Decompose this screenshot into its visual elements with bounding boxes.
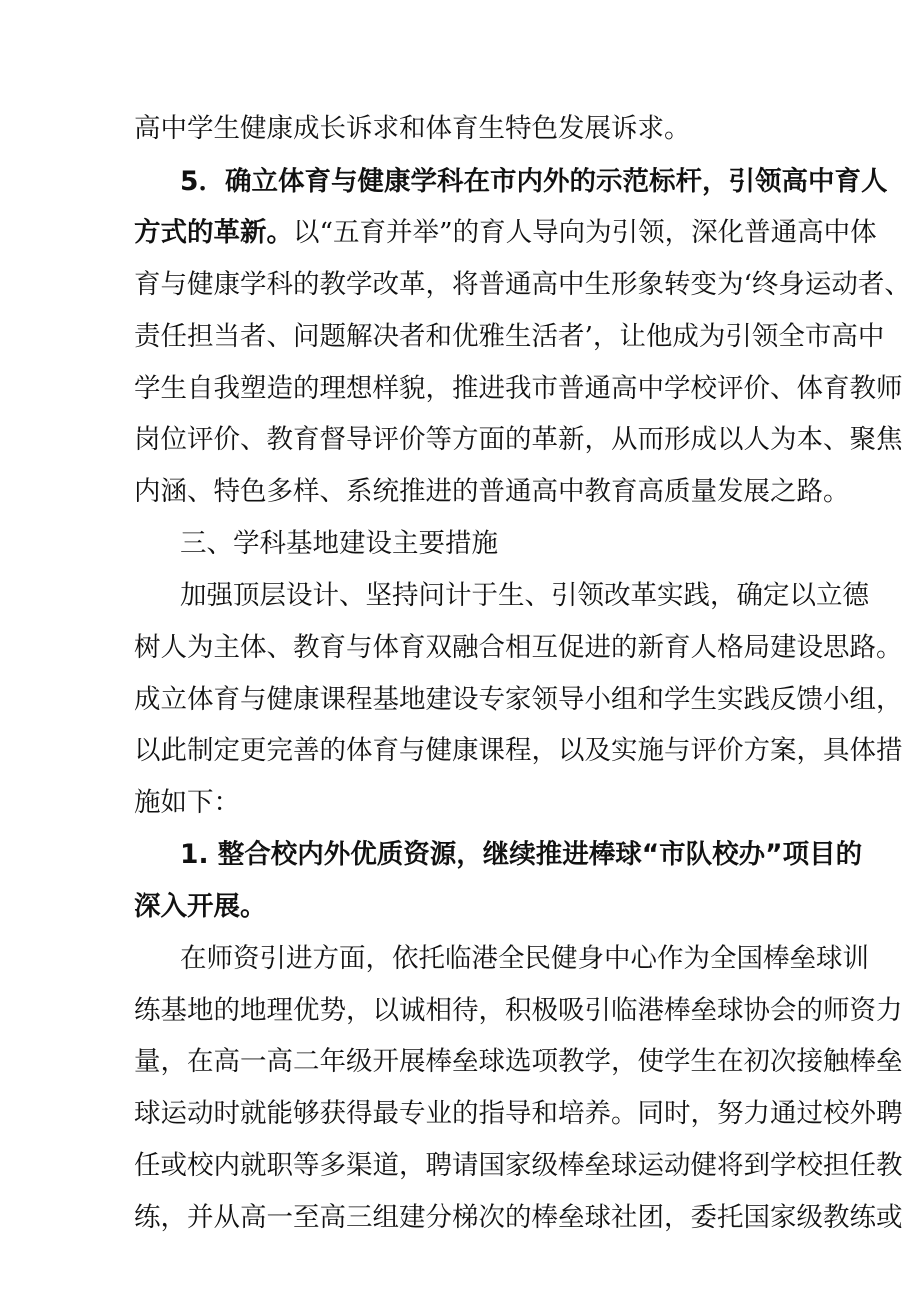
heading-text: 1. 整合校内外优质资源，继续推进棒球“市队校办”项目的 [180, 839, 863, 870]
text-line: 球运动时就能够获得最专业的指导和培养。同时，努力通过校外聘 [134, 1098, 903, 1129]
heading-text: 深入开展。 [134, 891, 267, 922]
text-line: 任或校内就职等多渠道，聘请国家级棒垒球运动健将到学校担任教 [134, 1150, 903, 1181]
text-line: 岗位评价、教育督导评价等方面的革新，从而形成以人为本、聚焦 [134, 424, 903, 455]
text-line: 育与健康学科的教学改革，将普通高中生形象转变为‘终身运动者、 [134, 269, 911, 300]
paragraph-line [0, 109, 920, 149]
paragraph-line [0, 1094, 920, 1134]
paragraph-line [0, 783, 920, 823]
heading-text: 三、学科基地建设主要措施 [180, 528, 498, 559]
text-line: 加强顶层设计、坚持问计于生、引领改革实践，确定以立德 [180, 580, 869, 611]
section-heading-line [0, 524, 920, 564]
paragraph-line [0, 1198, 920, 1238]
paragraph-line [0, 628, 920, 668]
paragraph-line [0, 317, 920, 357]
paragraph-line [0, 680, 920, 720]
text-line: 树人为主体、教育与体育双融合相互促进的新育人格局建设思路。 [134, 632, 903, 663]
text-line: 施如下： [134, 787, 240, 818]
paragraph-line [0, 265, 920, 305]
paragraph-line [0, 420, 920, 460]
section-heading-line [0, 162, 920, 202]
text-line: 学生自我塑造的理想样貌，推进我市普通高中学校评价、体育教师 [134, 373, 903, 404]
text-line: 练，并从高一至高三组建分梯次的棒垒球社团，委托国家级教练或 [134, 1202, 903, 1233]
section-heading-line [0, 835, 920, 875]
text-line: 在师资引进方面，依托临港全民健身中心作为全国棒垒球训 [180, 943, 869, 974]
paragraph-line [0, 472, 920, 512]
section-heading-line [0, 887, 920, 927]
paragraph-line [0, 731, 920, 771]
mixed-line [0, 213, 920, 253]
text-line: 量，在高一高二年级开展棒垒球选项教学，使学生在初次接触棒垒 [134, 1046, 903, 1077]
heading-text: 方式的革新。 [134, 217, 293, 248]
paragraph-line [0, 1146, 920, 1186]
paragraph-line [0, 213, 920, 253]
paragraph-line [0, 991, 920, 1031]
text-line: 以“五育并举”的育人导向为引领，深化普通高中体 [293, 217, 877, 248]
text-line: 内涵、特色多样、系统推进的普通高中教育高质量发展之路。 [134, 476, 850, 507]
paragraph-line [0, 1042, 920, 1082]
heading-text: 5．确立体育与健康学科在市内外的示范标杆，引领高中育人 [180, 166, 888, 197]
paragraph-line [0, 939, 920, 979]
paragraph-line [0, 369, 920, 409]
text-line: 练基地的地理优势，以诚相待，积极吸引临港棒垒球协会的师资力 [134, 995, 903, 1026]
text-line: 高中学生健康成长诉求和体育生特色发展诉求。 [134, 113, 691, 144]
text-line: 成立体育与健康课程基地建设专家领导小组和学生实践反馈小组， [134, 684, 903, 715]
paragraph-line [0, 576, 920, 616]
text-line: 责任担当者、问题解决者和优雅生活者’，让他成为引领全市高中 [134, 321, 885, 352]
text-line: 以此制定更完善的体育与健康课程，以及实施与评价方案，具体措 [134, 735, 903, 766]
